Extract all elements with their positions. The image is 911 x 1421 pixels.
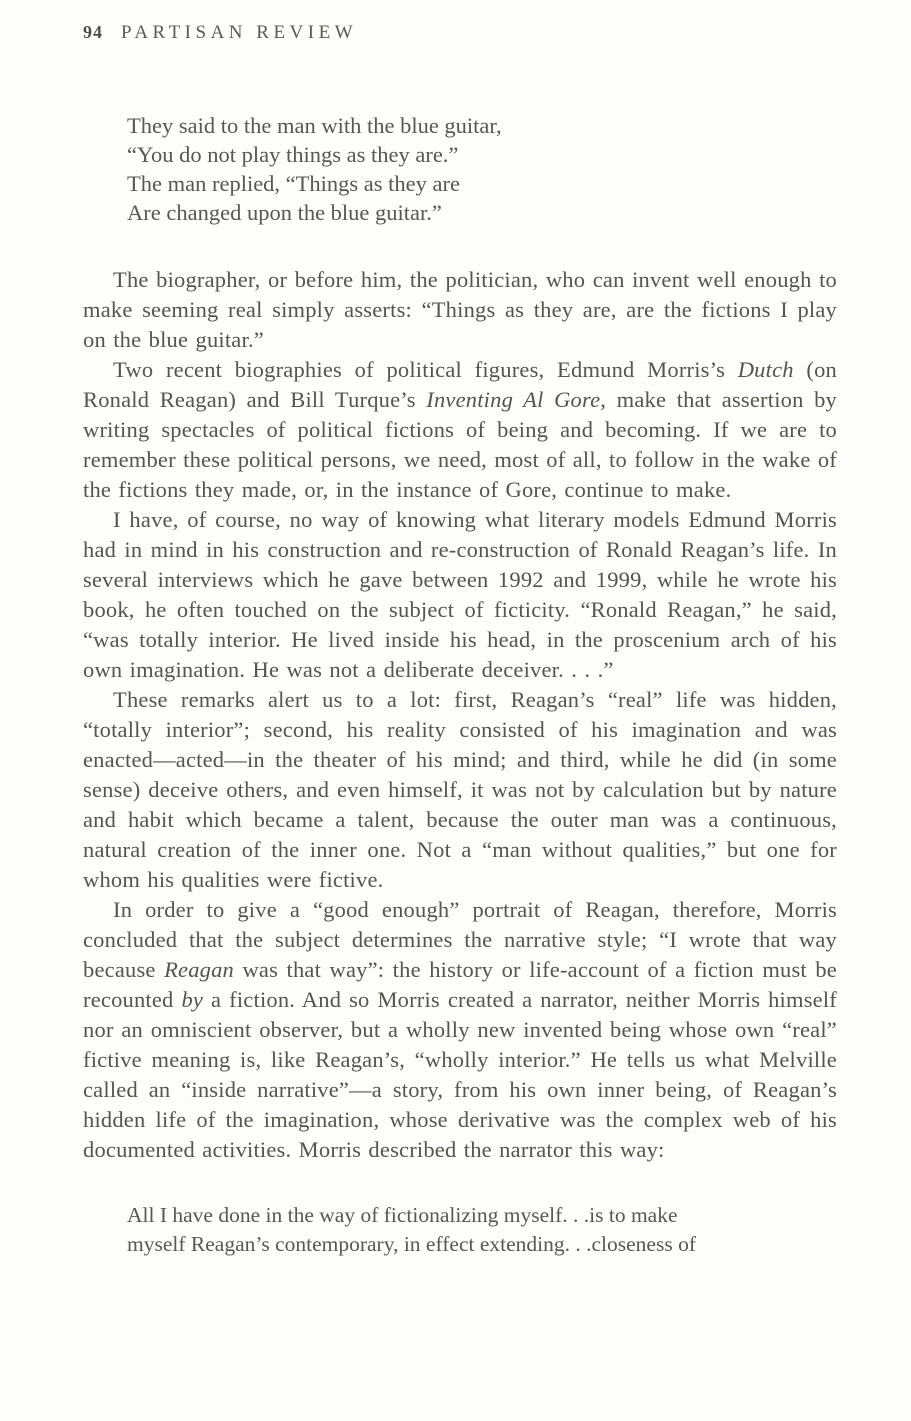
poem-line: “You do not play things as they are.” [127,142,459,167]
poem-line: The man replied, “Things as they are [127,171,460,196]
poem-epigraph [127,111,837,227]
block-quote-line: All I have done in the way of fictionalizing myself. . .is to make [127,1203,678,1227]
poem-line: Are changed upon the blue guitar.” [127,200,442,225]
page-number: 94 [83,22,103,42]
paragraph: I have, of course, no way of knowing what literary models Edmund Morris had in mind in his construction and re-construction of Ronald Reagan’s life. In several interviews which he gave between 1992 and 1999, while he wrote his book, he often touched on the subject of ficticity. “Ronald Reagan,” he said, “was totally interior. He lived inside his head, in the proscenium arch of his own imagination. He was not a deliberate deceiver. . . .” [83,507,837,682]
block-quote-line: myself Reagan’s contemporary, in effect extending. . .closeness of [127,1232,696,1256]
article-body [83,265,837,1165]
block-quote [127,1201,837,1259]
running-head [83,22,837,44]
paragraph: Two recent biographies of political figures, Edmund Morris’s Dutch (on Ronald Reagan) and Bill Turque’s Inventing Al Gore, make that assertion by writing spectacles of political fictions of being and becoming. If we are to remember these political persons, we need, most of all, to follow in the wake of the fictions they made, or, in the instance of Gore, continue to make. [83,357,837,502]
poem-line: They said to the man with the blue guitar, [127,113,502,138]
paragraph: These remarks alert us to a lot: first, Reagan’s “real” life was hidden, “totally interior”; second, his reality consisted of his imagination and was enacted—acted—in the theater of his mind; and third, while he did (in some sense) deceive others, and even himself, it was not by calculation but by nature and habit which became a talent, because the outer man was a continuous, natural creation of the inner one. Not a “man without qualities,” but one for whom his qualities were fictive. [83,687,837,892]
journal-title: PARTISAN REVIEW [121,22,358,43]
paragraph: The biographer, or before him, the politician, who can invent well enough to make seeming real simply asserts: “Things as they are, are the fictions I play on the blue guitar.” [83,267,837,352]
paragraph: In order to give a “good enough” portrait of Reagan, therefore, Morris concluded that the subject determines the narrative style; “I wrote that way because Reagan was that way”: the history or life-account of a fiction must be recounted by a fiction. And so Morris created a narrator, neither Morris himself nor an omniscient observer, but a wholly new invented being whose own “real” fictive meaning is, like Reagan’s, “wholly interior.” He tells us what Melville called an “inside narrative”—a story, from his own inner being, of Reagan’s hidden life of the imagination, whose derivative was the complex web of his documented activities. Morris described the narrator this way: [83,897,837,1162]
